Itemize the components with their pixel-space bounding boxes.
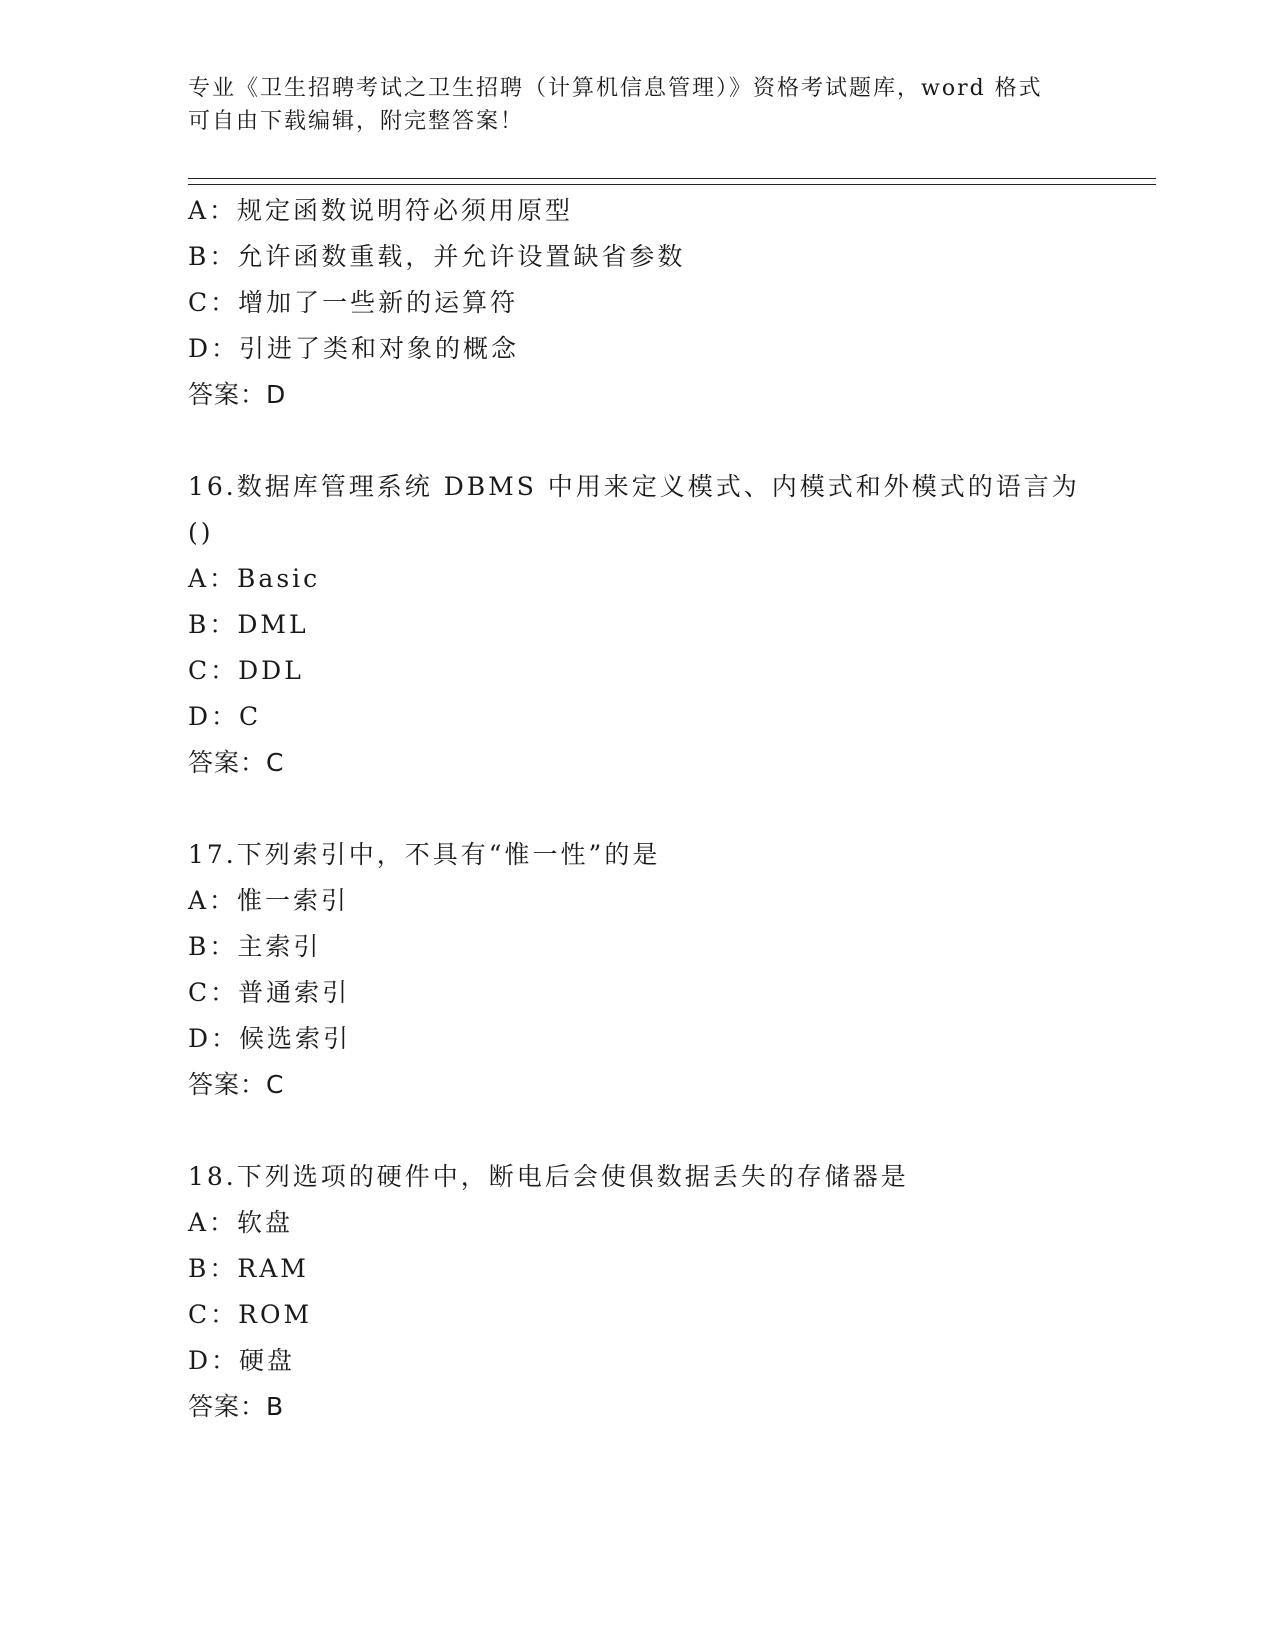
question-stem: 16.数据库管理系统 DBMS 中用来定义模式、内模式和外模式的语言为: [188, 472, 1080, 501]
question-17: [188, 832, 1088, 1108]
answer: 答案：C: [188, 748, 285, 777]
question-stem: 17.下列索引中，不具有“惟一性”的是: [188, 840, 661, 869]
document-header: [188, 72, 1088, 138]
option-d: D：C: [188, 702, 262, 731]
option-b: B：允许函数重载，并允许设置缺省参数: [188, 242, 686, 271]
option-a: A：惟一索引: [188, 886, 350, 915]
question-stem-continued: (): [188, 518, 214, 547]
header-line-2: 可自由下载编辑，附完整答案！: [188, 109, 525, 134]
header-line-1: 专业《卫生招聘考试之卫生招聘（计算机信息管理）》资格考试题库，word 格式: [188, 76, 1043, 101]
question-16: [188, 464, 1088, 786]
option-b: B：DML: [188, 610, 309, 639]
option-c: C：普通索引: [188, 978, 351, 1007]
answer: 答案：D: [188, 380, 287, 409]
option-c: C：ROM: [188, 1300, 313, 1329]
question-list: [188, 188, 1088, 1430]
option-c: C：DDL: [188, 656, 304, 685]
header-rule-bottom: [188, 184, 1156, 185]
spacer: [188, 786, 1088, 832]
answer: 答案：C: [188, 1070, 285, 1099]
question-15: [188, 188, 1088, 418]
option-a: A：Basic: [188, 564, 321, 593]
question-18: [188, 1154, 1088, 1430]
option-b: B：主索引: [188, 932, 322, 961]
spacer: [188, 1108, 1088, 1154]
option-d: D：引进了类和对象的概念: [188, 334, 520, 363]
option-a: A：软盘: [188, 1208, 294, 1237]
option-b: B：RAM: [188, 1254, 309, 1283]
answer: 答案：B: [188, 1392, 285, 1421]
option-d: D：候选索引: [188, 1024, 352, 1053]
spacer: [188, 418, 1088, 464]
option-c: C：增加了一些新的运算符: [188, 288, 519, 317]
question-stem: 18.下列选项的硬件中，断电后会使俱数据丢失的存储器是: [188, 1162, 909, 1191]
option-a: A：规定函数说明符必须用原型: [188, 196, 574, 225]
header-rule-top: [188, 178, 1156, 179]
option-d: D：硬盘: [188, 1346, 296, 1375]
